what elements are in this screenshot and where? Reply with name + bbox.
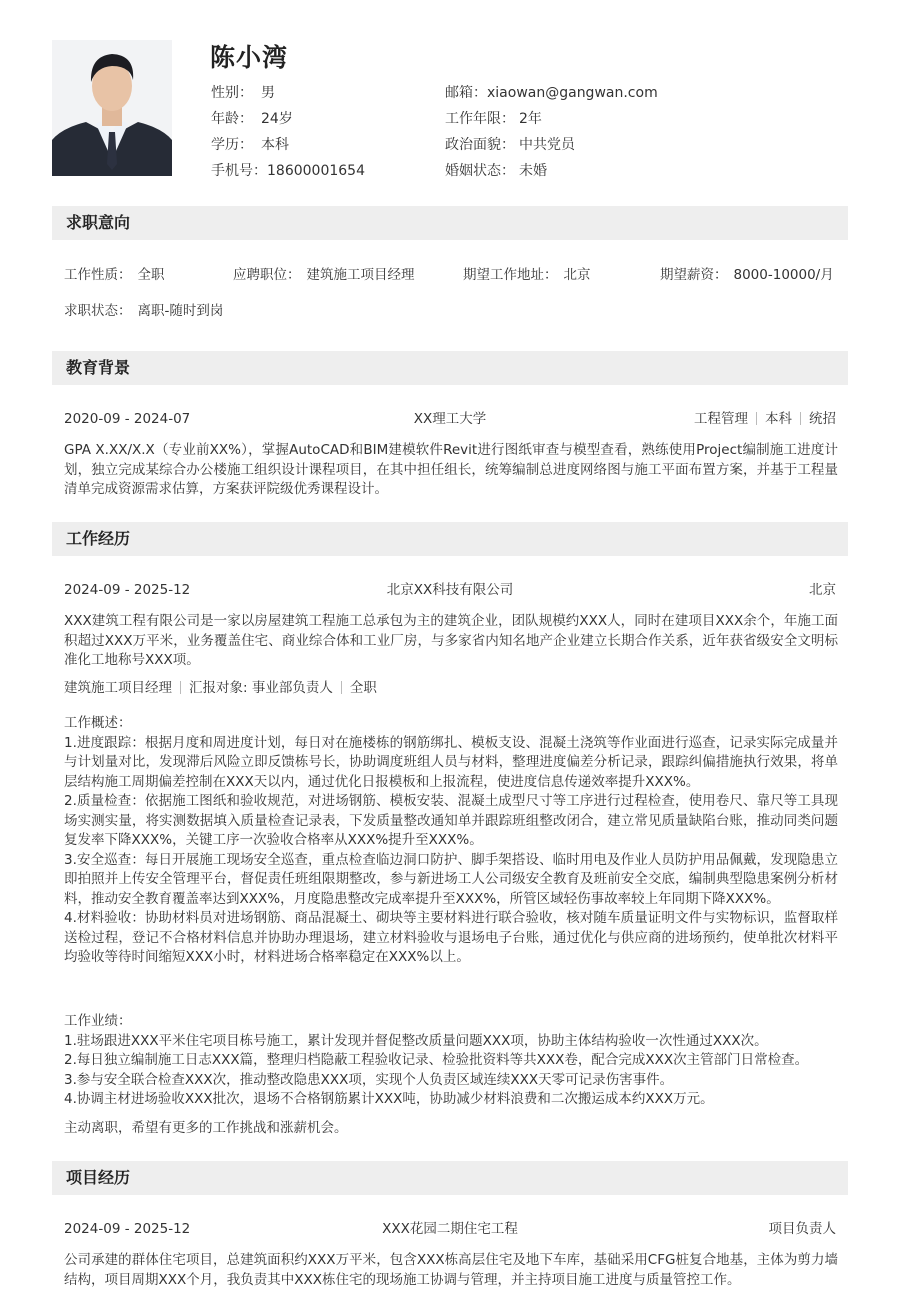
work-company: 北京XX科技有限公司 xyxy=(386,582,514,598)
intent-status-value: 离职-随时到岗 xyxy=(137,303,224,319)
candidate-name: 陈小湾 xyxy=(210,43,289,72)
work-achievements xyxy=(64,1012,838,1110)
section-title: 工作经历 xyxy=(66,529,131,548)
intent-position-label: 应聘职位： xyxy=(233,267,301,283)
age-label: 年龄： xyxy=(211,111,253,127)
age-row xyxy=(211,109,365,135)
years-value: 2年 xyxy=(519,111,542,127)
divider xyxy=(800,412,801,425)
intent-salary xyxy=(660,265,834,285)
overview-item: 1.进度跟踪：根据月度和周进度计划，每日对在施楼栋的钢筋绑扎、模板支设、混凝土浇筑等作业面进行巡查，记录实际完成量并与计划量对比，发现滞后风险立即反馈栋号长，协助调度班组人员与材料，整理进度偏差分析记录，跟踪纠偏措施执行效果，将单层结构施工周期偏差控制在XXX天以内，通过优化日报模板和上报流程，使进度信息传递效率提升XXX%。 xyxy=(64,734,838,790)
basic-info-right xyxy=(445,83,658,187)
phone-value: 18600001654 xyxy=(267,163,365,179)
intent-location-label: 期望工作地址： xyxy=(463,267,558,283)
education-label: 学历： xyxy=(211,137,253,153)
section-title: 项目经历 xyxy=(66,1168,131,1187)
profile-photo xyxy=(52,40,172,176)
work-overview xyxy=(64,714,838,968)
divider xyxy=(756,412,757,425)
project-summary-row xyxy=(64,1219,836,1239)
phone-label: 手机号： xyxy=(211,163,267,179)
project-dates: 2024-09 - 2025-12 xyxy=(64,1221,191,1237)
work-city: 北京 xyxy=(809,582,836,598)
education-meta xyxy=(694,409,836,429)
overview-title: 工作概述： xyxy=(64,715,132,731)
education-major: 工程管理 xyxy=(694,411,748,427)
education-degree: 本科 xyxy=(765,411,792,427)
section-header-intent xyxy=(52,206,848,240)
achievement-item: 2.每日独立编制施工日志XXX篇，整理归档隐蔽工程验收记录、检验批资料等共XXX卷，配合完成XXX次主管部门日常检查。 xyxy=(64,1052,809,1068)
intent-salary-value: 8000-10000/月 xyxy=(733,267,834,283)
overview-item: 3.安全巡查：每日开展施工现场安全巡查，重点检查临边洞口防护、脚手架搭设、临时用电及作业人员防护用品佩戴，发现隐患立即拍照并上传安全管理平台，督促责任班组限期整改，参与新进场工人公司级安全教育及班前安全交底，编制典型隐患案例分析材料，推动安全教育覆盖率达到XXX%，月度隐患整改完成率提升至XXX%，所管区域轻伤事故率较上年同期下降XXX%。 xyxy=(64,851,838,907)
education-description: GPA X.XX/X.X（专业前XX%），掌握AutoCAD和BIM建模软件Revit进行图纸审查与模型查看，熟练使用Project编制施工进度计划，独立完成某综合办公楼施工组织设计课程项目，在其中担任组长，统筹编制总进度网络图与施工平面布置方案，并基于工程量清单完成资源需求估算，方案获评院级优秀课程设计。 xyxy=(64,442,838,497)
phone-row xyxy=(211,161,365,187)
education-school: XX理工大学 xyxy=(413,411,487,427)
divider xyxy=(341,681,342,694)
section-title: 求职意向 xyxy=(66,213,131,232)
intent-status-label: 求职状态： xyxy=(64,303,132,319)
education-value: 本科 xyxy=(261,137,289,153)
gender-value: 男 xyxy=(261,85,275,101)
work-role: 建筑施工项目经理 xyxy=(64,680,172,696)
work-dates: 2024-09 - 2025-12 xyxy=(64,582,191,598)
marital-value: 未婚 xyxy=(519,163,547,179)
overview-item: 2.质量检查：依据施工图纸和验收规范，对进场钢筋、模板安装、混凝土成型尺寸等工序进行过程检查，使用卷尺、靠尺等工具现场实测实量，将实测数据填入质量检查记录表，下发质量整改通知单并跟踪班组整改闭合，建立常见质量缺陷台账，推动同类问题复发率下降XXX%，关键工序一次验收合格率从XXX%提升至XXX%。 xyxy=(64,793,838,848)
divider xyxy=(180,681,181,694)
education-mode: 统招 xyxy=(809,411,836,427)
overview-item: 4.材料验收：协助材料员对进场钢筋、商品混凝土、砌块等主要材料进行联合验收，核对随车质量证明文件与实物标识，监督取样送检过程，登记不合格材料信息并协助办理退场，建立材料验收与退场电子台账，通过优化与供应商的进场预约，使单批次材料平均验收等待时间缩短XXX小时，材料进场合格率稳定在XXX%以上。 xyxy=(64,910,838,965)
intent-type-label: 工作性质： xyxy=(64,267,132,283)
years-label: 工作年限： xyxy=(445,111,515,127)
achievement-item: 4.协调主材进场验收XXX批次，退场不合格钢筋累计XXX吨，协助减少材料浪费和二次搬运成本约XXX万元。 xyxy=(64,1091,714,1107)
politics-label: 政治面貌： xyxy=(445,137,515,153)
gender-row xyxy=(211,83,365,109)
project-description: 公司承建的群体住宅项目，总建筑面积约XXX万平米，包含XXX栋高层住宅及地下车库，基础采用CFG桩复合地基，主体为剪力墙结构，项目周期XXX个月，我负责其中XXX栋住宅的现场施工协调与管理，并主持项目施工进度与质量管控工作。 xyxy=(64,1252,838,1288)
education-row xyxy=(211,135,365,161)
section-header-education xyxy=(52,351,848,385)
years-row xyxy=(445,109,658,135)
intent-status xyxy=(64,301,223,321)
work-summary-row xyxy=(64,580,836,600)
project-name: XXX花园二期住宅工程 xyxy=(382,1221,518,1237)
email-label: 邮箱： xyxy=(445,85,487,101)
education-dates: 2020-09 - 2024-07 xyxy=(64,411,191,427)
intent-position xyxy=(233,265,415,285)
intent-type xyxy=(64,265,165,285)
marital-label: 婚姻状态： xyxy=(445,163,515,179)
gender-label: 性别： xyxy=(211,85,253,101)
person-portrait-icon xyxy=(52,40,172,176)
email-value: xiaowan@gangwan.com xyxy=(487,85,658,101)
section-title: 教育背景 xyxy=(66,358,131,377)
basic-info-left xyxy=(211,83,365,187)
politics-row xyxy=(445,135,658,161)
education-summary-row xyxy=(64,409,836,429)
intent-location-value: 北京 xyxy=(563,267,591,283)
section-header-project xyxy=(52,1161,848,1195)
work-role-row xyxy=(64,678,377,698)
intent-position-value: 建筑施工项目经理 xyxy=(306,267,415,283)
work-report: 汇报对象: 事业部负责人 xyxy=(189,680,333,696)
achievement-item: 3.参与安全联合检查XXX次，推动整改隐患XXX项，实现个人负责区域连续XXX天零可记录伤害事件。 xyxy=(64,1071,674,1088)
leave-reason: 主动离职，希望有更多的工作挑战和涨薪机会。 xyxy=(64,1120,348,1136)
email-row xyxy=(445,83,658,109)
achievements-title: 工作业绩： xyxy=(64,1013,132,1029)
intent-salary-label: 期望薪资： xyxy=(660,267,728,283)
achievement-item: 1.驻场跟进XXX平米住宅项目栋号施工，累计发现并督促整改质量问题XXX项，协助主体结构验收一次性通过XXX次。 xyxy=(64,1032,768,1049)
intent-location xyxy=(463,265,591,285)
age-value: 24岁 xyxy=(261,111,293,127)
company-description: XXX建筑工程有限公司是一家以房屋建筑工程施工总承包为主的建筑企业，团队规模约XXX人，同时在建项目XXX余个，年施工面积超过XXX万平米，业务覆盖住宅、商业综合体和工业厂房，与多家省内知名地产企业建立长期合作关系，近年获省级安全文明标准化工地称号XXX项。 xyxy=(64,613,838,668)
politics-value: 中共党员 xyxy=(519,137,575,153)
marital-row xyxy=(445,161,658,187)
intent-type-value: 全职 xyxy=(137,267,165,283)
section-header-work xyxy=(52,522,848,556)
work-job-type: 全职 xyxy=(349,680,377,696)
project-role: 项目负责人 xyxy=(768,1221,836,1237)
